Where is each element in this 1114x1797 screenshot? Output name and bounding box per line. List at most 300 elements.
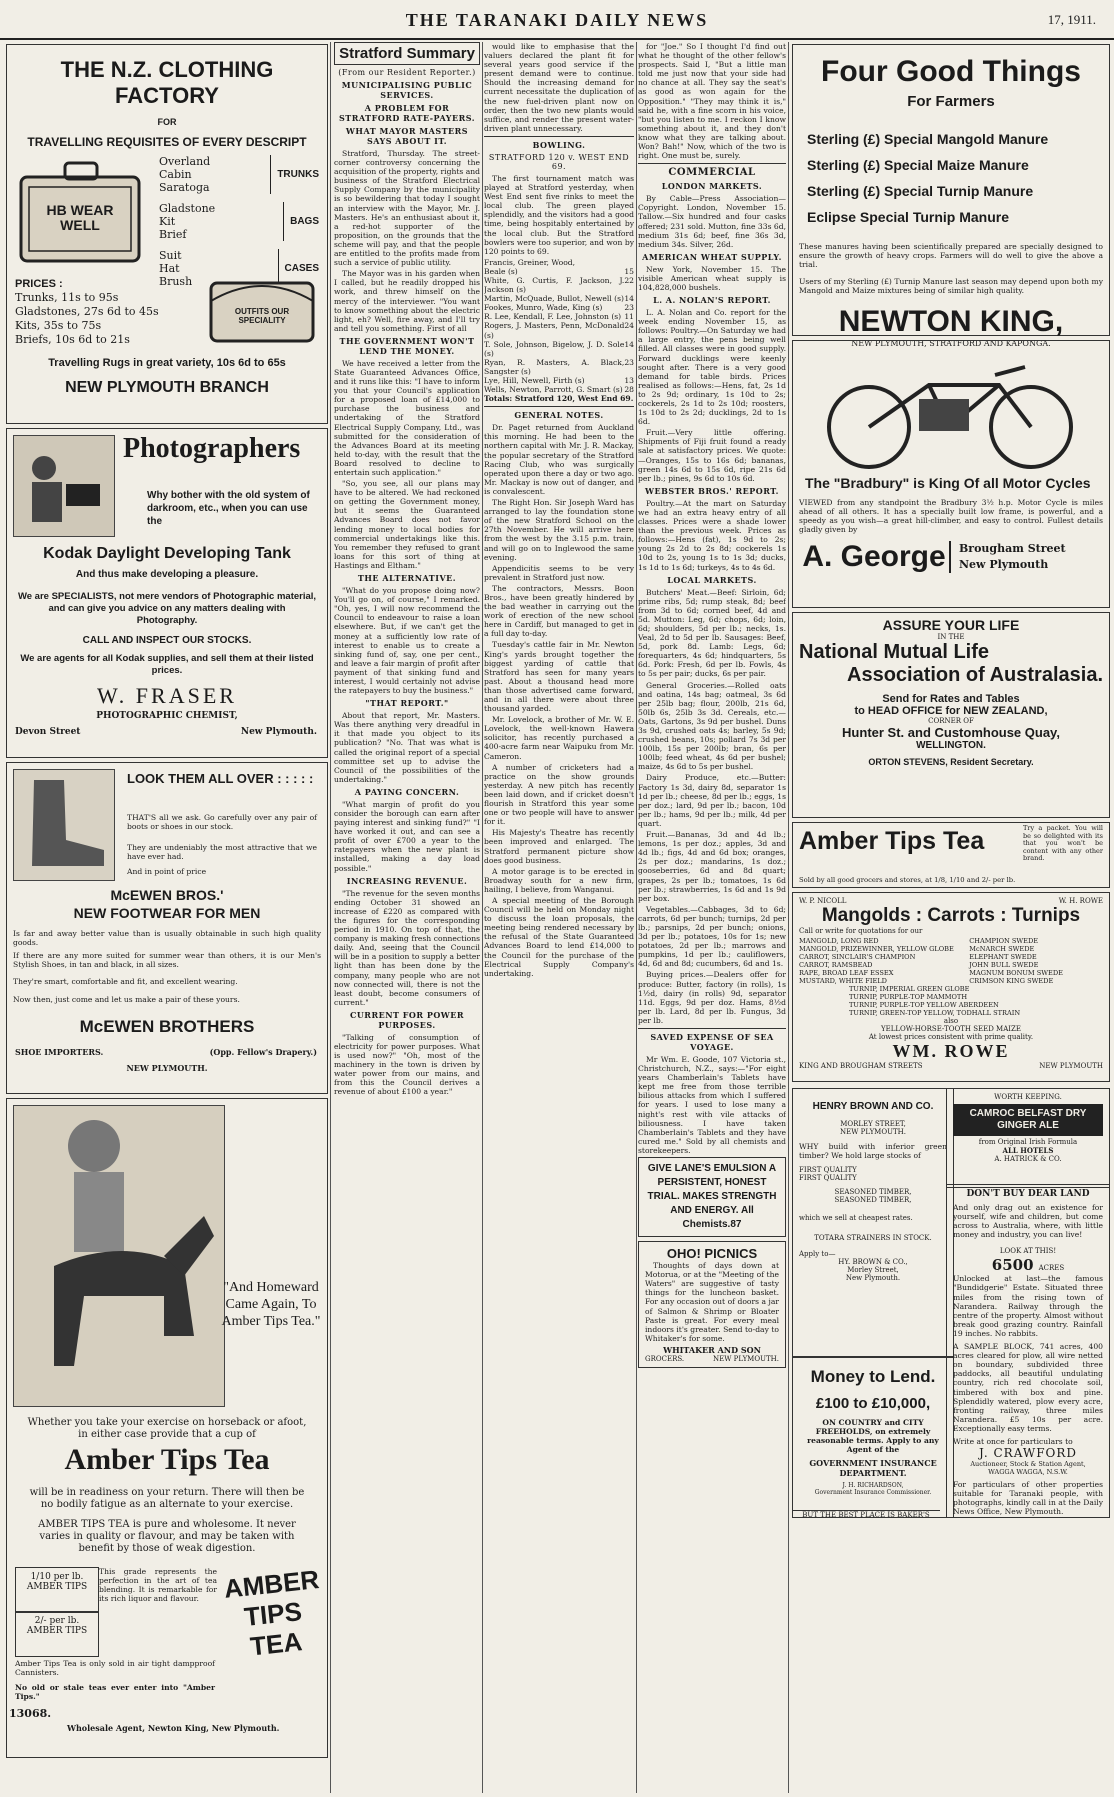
score-row	[484, 358, 634, 376]
seed-item: TURNIP, IMPERIAL GREEN GLOBE	[849, 985, 970, 993]
sample-block: A SAMPLE BLOCK, 741 acres, 400 acres cleared for plow, all wire netted on boundary, subdivided three paddocks, all beautiful undulating country, rich red chocolate soil, timbered with box and pine. Splendidly watered, plow every acre, fronting railway, three miles Narandera. £5 10s per acre. Exceptionally easy terms.	[953, 1342, 1103, 1433]
mcewen-para-1: Is far and away better value than is usually obtainable in such high quality goods.	[13, 929, 321, 948]
article-paragraph: We have received a letter from the State Guaranteed Advances Office, and it runs like this: "I have to inform you that your Council's application for a proposed loan of £14,000 to purchase the business and undertaking of the Stratford Electrical Supply Company, Ltd., was submitted for the consideration of the Advances Board at its meeting held to-day, with the result that the Board resolved to decline to entertain such application."	[334, 358, 480, 477]
wm-rowe-name: WM. ROWE	[892, 1041, 1010, 1061]
seed-item: MAGNUM BONUM SWEDE	[969, 969, 1063, 977]
newspaper-title: THE TARANAKI DAILY NEWS	[405, 10, 709, 30]
bowling-heading: BOWLING.	[532, 139, 586, 150]
headline-mayor: WHAT MAYOR MASTERS SAYS ABOUT IT.	[345, 126, 469, 146]
score-row	[484, 267, 634, 276]
article-paragraph: L. A. Nolan and Co. report for the week ending November 15, as follows: Poultry.—On Saturday we had a large entry, the pens being well filled. All classes were in good supply. Forward ducklings were keenly sought after. There is a very good demand for table birds. Prices realised as follows:—Hens, fat, 2s 1d to 2s 9d; ordinary, 1s 10d to 2s; cockerels, 2s 1d to 2s 10d; roosters, 1s 10d to 2s 2d; ducklings, 2d to 1s 6d.	[638, 308, 786, 427]
rowe-corner: KING AND BROUGHAM STREETS	[799, 1062, 923, 1070]
george-town: New Plymouth	[959, 558, 1049, 572]
apply-street: Morley Street,	[847, 1266, 899, 1275]
nml-secretary: ORTON STEVENS, Resident Secretary.	[868, 757, 1034, 767]
acres-line	[953, 1255, 1103, 1274]
score-row	[484, 385, 634, 394]
divider	[484, 136, 634, 137]
article-paragraph: Mr. Lovelock, a brother of Mr. W. E. Lovelock, the well-known Hawera solicitor, has recently purchased a 400-acre farm near Waipuku from Mr. Cameron.	[484, 715, 634, 761]
horse-rider-icon	[14, 1106, 224, 1406]
article-paragraph: The Right Hon. Sir Joseph Ward has arranged to lay the foundation stone of the new Stratford School on the 27th November. He will arrive here from the west by the 3.15 p.m. train, and will go on to Inglewood the same evening.	[484, 498, 634, 562]
amber-body-2: AMBER TIPS TEA is pure and wholesome. It never varies in quality or flavour, and may be taken with benefit by those of weak digestion.	[38, 1519, 296, 1554]
subheading: INCREASING REVENUE.	[346, 875, 468, 886]
score-team: Lye, Hill, Newell, Firth (s)	[484, 376, 585, 385]
bowling-totals: Totals: Stratford 120, West End 69.	[484, 394, 634, 404]
manure-note-2: Users of my Sterling (£) Turnip Manure last season may depend upon both my Mangold and Maize mixtures being of similar high quality.	[799, 277, 1103, 296]
commissioner-name: J. H. RICHARDSON,	[842, 1482, 904, 1490]
manure-list	[799, 126, 1103, 230]
bradbury-body: VIEWED from any standpoint the Bradbury 3½ h.p. Motor Cycle is miles ahead of all others. It has a specially built low frame, is powerful, and a speedy as you wish—a great hill-climber, and easy to control. Fullest details gladly given by	[799, 498, 1103, 535]
estate-description: Unlocked at last—the famous "Bundidgerie" Estate. Situated three miles from the rising town of Narandera. Railway through the centre of the property. Almost without break good grazing country. Rainfall 19 inches. No rabbits.	[953, 1274, 1103, 1338]
trunk-item: Saratoga	[159, 181, 210, 194]
seed-item: RAPE, BROAD LEAF ESSEX	[799, 969, 894, 977]
score-row	[484, 276, 634, 294]
article-paragraph: His Majesty's Theatre has recently been improved and enlarged. The Stratford permanent picture show does good business.	[484, 828, 634, 865]
write-for-particulars: Write at once for particulars to	[953, 1436, 1073, 1446]
other-properties: For particulars of other properties suitable for Taranaki people, with photographs, kindly call in at the Daily News Office, New Plymouth.	[953, 1480, 1103, 1517]
manure-item: Eclipse Special Turnip Manure	[807, 209, 1010, 225]
score-team: Beale (s)	[484, 266, 518, 276]
money-title: Money to Lend.	[810, 1367, 936, 1386]
score-team: T. Sole, Johnson, Bigelow, J. D. Sole (s)	[484, 339, 625, 358]
call-or-write: Call or write for quotations for our	[799, 927, 923, 935]
score-value: 15	[624, 266, 634, 276]
nolan-heading: L. A. NOLAN'S REPORT.	[653, 295, 771, 306]
cheapest-rates: which we sell at cheapest rates.	[799, 1214, 913, 1223]
article-paragraph: for "Joe." So I thought I'd find out what he thought of the other fellow's prospects. Said I, "But a little man told me just now that your side had no chance at all. They say the seat's as good as won again for the Opposition." "They may think it is," said he, with a fine scorn in his voice, "but you listen to me. I reckon I know something about it, and they don't know what they are talking about. Won? Bah!" Now, which of the two is right. One must be, surely.	[638, 42, 786, 161]
crawford-name: J. CRAWFORD	[978, 1446, 1078, 1461]
amber-tips-title: Amber Tips Tea	[64, 1443, 270, 1476]
homeward-quote: "And Homeward Came Again, To Amber Tips Tea."	[221, 1280, 321, 1329]
head-office: to HEAD OFFICE for NEW ZEALAND,	[854, 705, 1048, 717]
article-paragraph: Dairy Produce, etc.—Butter: Factory 1s 3d, dairy 8d, separator 1s 1d per lb.; cheese, 8d per lb.; eggs, 1s per doz.; lard, 9d per lb.; bacon, 10d per lb.; hams, 9d per lb.; milk, 4d per quart.	[638, 773, 786, 828]
article-paragraph: "What do you propose doing now? You'll go on, of course," I remarked. "Oh, yes, I will now recommend the Council to endeavour to raise a loan elsewhere. But, if we can't get the money at a sufficiently low rate of interest to enable us to create a sinking fund of, say, one per cent., and leave a fair margin of profit after payment of that sinking fund and interest, I would certainly not advise the ratepayers to buy the business."	[334, 586, 480, 696]
manure-item: Sterling (£) Special Maize Manure	[807, 157, 1029, 173]
case-item: Brush	[159, 275, 193, 288]
article-paragraph: Fruit.—Bananas, 3d and 4d lb.; lemons, 1s per doz.; apples, 3d and 4d lb.; figs, 4d and 6d box; oranges, 2s per doz.; mandarins, 1s doz.; gooseberries, 6d and 8d quart; grapes, 2s per lb.; tomatoes, 1s 6d per lb.; strawberries, 1s 6d and 1s 9d per box.	[638, 830, 786, 903]
wholesale-agent: Wholesale Agent, Newton King, New Plymouth.	[67, 1723, 280, 1733]
mcewen-name: McEWEN BROS.'	[110, 887, 224, 903]
article-paragraph: Dr. Paget returned from Auckland this morning. He had been to the northern capital with Mr. J. R. Mackay, the popular secretary of the Stratford Racing Club, who was surgically operated upon there a day or two ago. Mr. Mackay is now out of danger, and is convalescent.	[484, 423, 634, 496]
seed-item: TURNIP, PURPLE-TOP YELLOW ABERDEEN	[849, 1001, 999, 1009]
score-value: 24	[624, 321, 634, 331]
brown-name: HENRY BROWN AND CO.	[812, 1101, 934, 1112]
prices-label: PRICES :	[15, 278, 63, 290]
wheat-heading: AMERICAN WHEAT SUPPLY.	[642, 251, 782, 262]
amber-tips-small-ad	[792, 822, 1110, 888]
brown-street: MORLEY STREET,	[840, 1120, 906, 1128]
bag-item: Brief	[159, 228, 187, 241]
rowe-footer	[799, 1062, 1103, 1070]
price-item: Briefs, 10s 6d to 21s	[15, 333, 130, 346]
mcewen-text-2: They are undeniably the most attractive that we have ever had.	[127, 843, 317, 862]
seed-lists	[799, 937, 1103, 985]
exercise-text: Whether you take your exercise on horseback or afoot, in either case provide that a cup of	[27, 1417, 307, 1440]
fraser-street: Devon Street	[15, 727, 81, 737]
kodak-tank-name: Kodak Daylight Developing Tank	[43, 545, 291, 562]
boot-icon	[14, 770, 114, 880]
camroc-formula: from Original Irish Formula	[978, 1138, 1078, 1146]
ad-for: FOR	[157, 117, 177, 127]
case-item: Hat	[159, 262, 180, 275]
rugs-line: Travelling Rugs in great variety, 10s 6d to 65s	[48, 357, 286, 369]
george-street: Brougham Street	[959, 542, 1066, 556]
mcewen-footwear-ad	[6, 762, 328, 1094]
seed-item: CARROT, SINCLAIR'S CHAMPION	[799, 953, 916, 961]
column-rule	[482, 42, 483, 1793]
george-block	[799, 540, 1103, 574]
motorcycle-illustration	[799, 345, 1103, 475]
seed-item: CRIMSON KING SWEDE	[969, 977, 1054, 985]
grocers-label: GROCERS.	[645, 1354, 685, 1363]
brown-body: WHY build with inferior green timber? We hold large stocks of	[799, 1142, 947, 1161]
money-to-lend-ad	[792, 1356, 954, 1518]
article-paragraph: A motor garage is to be erected in Broadway south for a new firm, hailing, I believe, from Wanganui.	[484, 866, 634, 894]
article-paragraph: New York, November 15. The visible American wheat supply is 104,828,000 bushels.	[638, 264, 786, 292]
fraser-photographers-ad	[6, 428, 328, 758]
divider	[638, 163, 786, 164]
scores-header: Francis, Greiner, Wood,	[484, 257, 576, 267]
price-box-1: 1/10 per lb. AMBER TIPS	[15, 1567, 99, 1613]
amber-body: will be in readiness on your return. There will then be no bodily fatigue as an alternate to your exercise.	[29, 1487, 305, 1510]
price-list	[15, 277, 159, 347]
nz-clothing-factory-ad	[6, 44, 328, 424]
fraser-town: New Plymouth.	[240, 727, 317, 737]
manure-note-1: These manures having been scientifically prepared are specially designed to ensure the growth of heavy crops. Farmers will do well to give the above a trial.	[799, 242, 1103, 270]
amber-tips-logo: AMBER TIPS TEA	[222, 1564, 321, 1662]
column-rule	[636, 42, 637, 1793]
send-rates: Send for Rates and Tables	[882, 693, 1020, 705]
quality-1: FIRST QUALITY	[799, 1166, 857, 1175]
rowe-seeds-ad	[792, 892, 1110, 1082]
dont-buy-body: And only drag out an existence for yourself, wife and children, but come across to Australia, where, with little money and industry, you can live!	[953, 1203, 1103, 1240]
newton-king-addr: NEW PLYMOUTH, STRATFORD AND KAPONGA.	[851, 339, 1051, 349]
score-value: 23	[624, 357, 634, 367]
article-paragraph: would like to emphasise that the valuers declared the plant fit for several years good service if the present demand were to continue. Should the increasing demand for current necessitate the duplication of the new fuel-driven plant now on order, then the two new plants would suffice, and render the present water-driven plant unnecessary.	[484, 42, 634, 133]
issue-date: 17, 1911.	[1047, 12, 1096, 27]
general-notes-heading: GENERAL NOTES.	[514, 410, 604, 421]
commissioner-role: Government Insurance Commissioner.	[814, 1489, 932, 1497]
score-team: Wells, Newton, Parrott, G. Smart (s)	[484, 385, 623, 395]
totara-strainers: TOTARA STRAINERS IN STOCK.	[814, 1234, 932, 1243]
score-value: 22	[624, 275, 634, 285]
article-paragraph: "What margin of profit do you consider the borough can earn after paying interest and sinking fund?" "I have worked it out, and can see a profit of over £700 a year to the ratepayers when the new plant is installed, making a day load possible."	[334, 799, 480, 873]
trunk-types	[159, 155, 319, 288]
kodak-tagline: And thus make developing a pleasure.	[75, 569, 259, 580]
score-team: Ryan, R. Masters, A. Black, Sangster (s)	[484, 357, 625, 376]
commercial-heading: COMMERCIAL	[668, 167, 756, 179]
picnics-text: Thoughts of days down at Motorua, or at the "Meeting of the Waters" are suggestive of tasty things for the luncheon basket. For any occasion out of doors a jar of Salmon & Shrimp or Bloater Paste is great. For every meal indoors it's greater. Send to-day to Whitaker's for some.	[645, 1261, 779, 1343]
column-stratford-summary	[334, 42, 480, 1793]
subheading: THE ALTERNATIVE.	[357, 573, 457, 584]
for-farmers: For Farmers	[907, 93, 995, 110]
mcewen-text-1: THAT'S all we ask. Go carefully over any pair of boots or shoes in our stock.	[127, 813, 317, 832]
price-item: Gladstones, 27s 6d to 45s	[15, 305, 159, 318]
score-row	[484, 340, 634, 358]
article-paragraph: "The revenue for the seven months ending October 31 showed an increase of £220 as compared with the figures for the corresponding period in 1910. On top of that, the company is making fresh connections daily. And, seeing that the Council will be in a position to supply a better light than has been done by the company, many people who are not now connected will, there is not the least doubt, become consumers of current."	[334, 888, 480, 1007]
amber-tips-title-small: Amber Tips Tea	[799, 827, 985, 855]
score-row	[484, 303, 634, 312]
nml-address: Hunter St. and Customhouse Quay,	[842, 725, 1060, 740]
camroc-agent: A. HATRICK & CO.	[994, 1155, 1062, 1163]
article-paragraph: General Groceries.—Rolled oats and oatina, 14s bag; oatmeal, 3s 6d per 25lb bag; flour, 200lb, 21s 6d, 50lb 6s, 25lb 3s 3d. Cereals, etc.—Oats, Gartons, 3s 9d per bushel. Duns 3s 9d, crushed oats 4s; barley, 5s 9d; crushed beans, 10s; pollard 7s 3d per 100lb, 15s per 200lb; bran, 6s per 100lb; feed wheat, 4s 6d per bushel; maize, 4s 6d to 5s per bushel.	[638, 680, 786, 772]
crawford-role: Auctioneer, Stock & Station Agent,	[970, 1460, 1086, 1469]
henry-brown-timber-ad	[792, 1088, 954, 1358]
headline-problem: A PROBLEM FOR STRATFORD RATE-PAYERS.	[338, 103, 476, 123]
ad-subtitle: TRAVELLING REQUISITES OF EVERY DESCRIPT	[27, 135, 307, 149]
dept-line-2: DEPARTMENT.	[839, 1468, 907, 1479]
local-markets-heading: LOCAL MARKETS.	[667, 574, 757, 585]
seed-item: TURNIP, GREEN-TOP YELLOW, TODHALL STRAIN	[849, 1009, 1021, 1017]
masthead	[0, 0, 1114, 40]
in-the: IN THE	[937, 633, 965, 641]
mcewen-para-2: If there are any more suited for summer wear than others, it is our Men's Stylish Shoes, in tan and black, in all sizes.	[13, 951, 321, 970]
article-paragraph: By Cable—Press Association—Copyright. London, November 15. Tallow.—Six hundred and four casks offered; 231 sold. Mutton, fine 33s 6d, medium 31s 6d; beef, fine 36s 3d, medium 34s. Silver, 26d.	[638, 194, 786, 249]
also-label: also	[943, 1017, 959, 1025]
camroc-ginger-ale-ad	[946, 1088, 1110, 1188]
article-paragraph: About that report, Mr. Masters. Was there anything very dreadful in it that made you object to its publication? "No. That was what is called the original report of a special committee set up to advise the Council of the possibilities of the undertaking."	[334, 711, 480, 784]
article-paragraph: "Talking of consumption of electricity for power purposes. What is used now?" "Oh, most of the machinery in the town is driven by water power from our mains, and from this the Council derives a revenue of about £100 a year."	[334, 1032, 480, 1097]
motorcycle-icon	[799, 345, 1099, 475]
mangolds-title: Mangolds : Carrots : Turnips	[821, 905, 1081, 926]
score-value: 14	[624, 339, 634, 349]
suitcase-label: HB WEAR WELL	[46, 202, 114, 233]
column-advertisements-right	[792, 42, 1110, 1793]
article-paragraph: Appendicitis seems to be very prevalent in Stratford just now.	[484, 563, 634, 582]
newton-king-name: NEWTON KING,	[838, 305, 1064, 339]
kodak-agents: We are agents for all Kodak supplies, and sell them at their listed prices.	[20, 653, 314, 676]
trunk-item: Cabin	[159, 168, 192, 181]
saved-expense-heading: SAVED EXPENSE OF SEA VOYAGE.	[650, 1032, 774, 1052]
seed-item: ELEPHANT SWEDE	[969, 953, 1037, 961]
score-value: 23	[624, 303, 634, 313]
bag-item: Gladstone	[159, 202, 216, 215]
lanes-emulsion-ad: GIVE LANE'S EMULSION A PERSISTENT, HONEST TRIAL. MAKES STRENGTH AND ENERGY. All Chemists.87	[638, 1157, 786, 1237]
score-value: 13	[624, 376, 634, 385]
lower-right-ads	[792, 1086, 1110, 1526]
article-paragraph: A special meeting of the Borough Council will be held on Monday night to discuss the loan proposals, the meeting being rendered necessary by the refusal of the State Guaranteed Advances Board to lend £14,000 to the Council for the purchase of the Electrical Supply Company's undertaking.	[484, 895, 634, 978]
apply-town: New Plymouth.	[845, 1274, 901, 1283]
column-advertisements-left	[6, 42, 328, 1793]
article-paragraph: The contractors, Messrs. Boon Bros., have been greatly hindered by the bad weather in carrying out the work of erection of the new school here in Cardiff, but managed to get in a full day to-day.	[484, 583, 634, 639]
whitaker-footer	[645, 1355, 779, 1363]
score-row	[484, 294, 634, 303]
boot-illustration	[13, 769, 115, 881]
subheading: A PAYING CONCERN.	[354, 786, 460, 797]
article-paragraph: "So, you see, all our plans may have to be altered. We had reckoned on getting the Government money, but it seems the Guaranteed Advances Board does not favor lending money to local bodies for commercial undertakings like this. You remember they refused to grant loans for this sort of thing at Hastings and Eltham."	[334, 479, 480, 570]
four-good-things-ad	[792, 44, 1110, 349]
rowe-town: NEW PLYMOUTH	[1039, 1062, 1103, 1070]
quality-2: FIRST QUALITY	[799, 1174, 857, 1183]
photographers-title: Photographers	[123, 433, 301, 464]
four-good-things-title: Four Good Things	[821, 55, 1081, 88]
seed-item: JOHN BULL SWEDE	[969, 961, 1039, 969]
score-team: R. Lee, Kendall, F. Lee, Johnston (s)	[484, 312, 622, 322]
money-range: £100 to £10,000,	[815, 1395, 931, 1412]
ad-title: THE N.Z. CLOTHING FACTORY	[60, 57, 274, 108]
fraser-name: W. FRASER	[97, 683, 237, 708]
crawford-town: WAGGA WAGGA, N.S.W.	[988, 1468, 1068, 1477]
mcewen-text-3: And in point of price	[127, 867, 207, 876]
acres-number: 6500	[991, 1256, 1034, 1275]
seed-item: MANGOLD, PRIZEWINNER, YELLOW GLOBE	[799, 945, 954, 953]
camroc-logo: CAMROC BELFAST DRY GINGER ALE	[953, 1104, 1103, 1136]
resident-reporter: (From our Resident Reporter.)	[338, 68, 476, 77]
bags-label: BAGS	[283, 202, 319, 241]
trunks-label: TRUNKS	[270, 155, 319, 194]
column-rule	[788, 42, 789, 1793]
article-paragraph: The Mayor was in his garden when I called, but he readily dropped his work, and threw himself on the mercy of the interviewer. "You want to know something about the electric light, eh? Well, fire away, and I'll try and tell you something. First of all	[334, 269, 480, 333]
dont-buy-title: DON'T BUY DEAR LAND	[966, 1189, 1090, 1199]
apply-label: Apply to—	[799, 1250, 836, 1259]
corner-of: CORNER OF	[928, 717, 974, 725]
divider	[484, 406, 634, 407]
seed-item: McNARCH SWEDE	[969, 945, 1035, 953]
george-address	[949, 541, 1066, 573]
article-paragraph: Tuesday's cattle fair in Mr. Newton King's yards brought together the biggest yarding of cattle that Stratford has seen for many years past. About a thousand head more than those advertised came forward, and in all there were about three thousand yarded.	[484, 640, 634, 714]
acres-label: ACRES	[1038, 1264, 1065, 1273]
nicoll-name: W. P. NICOLL	[799, 897, 847, 905]
article-paragraph: Mr Wm. E. Goode, 107 Victoria st., Christchurch, N.Z., says:—"For eight years Chamberlain's Tablets have kept me free from those terrible bilious attacks from which I suffered for years. I used to lose many a night's rest with vile attacks of biliousness. I have taken Chamberlain's Tablets and they have cured me." Sold by all chemists and storekeepers.	[638, 1055, 786, 1155]
article-paragraph: Fruit.—Very little offering. Shipments of Fiji fruit found a ready sale at satisfactory prices. We quote:—Oranges, 15s to 16s 6d; bananas, green 14s 6d to 15s 6d, ripe 21s 6d per lb.; pines, 9s 6d to 10s 6d.	[638, 428, 786, 483]
score-team: White, G. Curtis, F. Jackson, J. Jackson (s)	[484, 275, 625, 295]
score-row	[484, 312, 634, 321]
article-paragraph: The first tournament match was played at Stratford yesterday, when West End sent five rinks to meet the local club. The green played splendidly, and the visitors had a good time, being hospitably entertained by the local club. But the Stratford bowlers were too superior, and won by 120 points to 69.	[484, 173, 634, 256]
amber-try-packet: Try a packet. You will be so delighted with its that you won't be content with any other brand.	[1023, 824, 1103, 862]
ad-code: 13068.	[9, 1707, 52, 1720]
price-item: Kits, 35s to 75s	[15, 319, 102, 332]
score-value: 11	[624, 312, 634, 322]
photographer-illustration	[13, 435, 115, 537]
score-team: Martin, McQuade, Bullot, Newell (s)	[484, 294, 624, 304]
no-stale-note: No old or stale teas ever enter into "Amber Tips."	[15, 1683, 215, 1702]
photographers-blurb: Why bother with the old system of darkroom, etc., when you can use the	[147, 490, 310, 527]
bradbury-headline: The "Bradbury" is King Of all Motor Cycles	[805, 475, 1091, 491]
score-row	[484, 321, 634, 339]
headline-services: MUNICIPALISING PUBLIC SERVICES.	[341, 80, 473, 100]
call-inspect: CALL AND INSPECT OUR STOCKS.	[82, 635, 252, 646]
article-paragraph: Stratford, Thursday. The street-corner controversy concerning the acquisition of the property, rights and business of the Stratford Electrical Supply Company by the municipality is so bewildering that today I sought an interview with the Mayor, Mr. J. Masters. He's an enthusiast about it, a red-hot supporter of the proposition, on the grounds that the scheme will pay, and that the people are entitled to the profits made from such a service of public utility.	[334, 149, 480, 268]
subheading: THE GOVERNMENT WON'T LEND THE MONEY.	[339, 335, 475, 356]
divider	[638, 1028, 786, 1029]
article-paragraph: Vegetables.—Cabbages, 3d to 6d; carrots, 6d per bunch; turnips, 2d per lb.; parsnips, 2d per bunch; onions, 3d per lb.; potatoes, 10s for 1s; new potatoes, 2d per lb.; marrows and pumpkins, 1d per lb.; cauliflowers, 4d, 6d and 8d; cucumbers, 6d and 1s.	[638, 904, 786, 969]
assure-your-life: ASSURE YOUR LIFE	[882, 617, 1020, 633]
shoe-importers: SHOE IMPORTERS.	[15, 1047, 104, 1057]
seed-maize: YELLOW-HORSE-TOOTH SEED MAIZE	[880, 1025, 1022, 1033]
article-paragraph: Poultry.—At the mart on Saturday we had an extra heavy entry of all classes. Prices were a shade lower than the previous week. Prices as follows:—Hens (fat), 1s 9d to 2s; young 2s 2d to 2s 8d; cockerels 1s 10d to 2s, young 1s to 1s 3d; ducks, 1s 1d to 1s 6d; turkeys, 4s to 4s 6d.	[638, 498, 786, 572]
mcewen-town: NEW PLYMOUTH.	[126, 1063, 208, 1073]
seed-item: MANGOLD, LONG RED	[799, 937, 879, 945]
article-paragraph: Buying prices.—Dealers offer for produce: Butter, factory (in rolls), 1s 1½d, dairy (in rolls) 9d, separator 11d. Eggs, 9d per doz. Hams, 8½d per lb. Lard, 8d per lb. Fungus, 3d per lb.	[638, 970, 786, 1025]
rowe-name-small: W. H. ROWE	[1058, 897, 1103, 905]
score-value: 28	[624, 385, 634, 395]
bowling-subheading: STRATFORD 120 v. WEST END 69.	[488, 152, 630, 171]
bag-item: Kit	[159, 215, 176, 228]
george-name: A. George	[802, 540, 946, 574]
seasoned-2: SEASONED TIMBER,	[834, 1196, 912, 1205]
article-paragraph: A number of cricketers had a practice on the show grounds yesterday. A new pitch has recently been laid down, and if cricket doesn't flourish in Stratford this year some one or two people will have to answer for it.	[484, 762, 634, 827]
bakers-tagline: BUT THE BEST PLACE IS BAKER'S	[792, 1510, 940, 1519]
seed-item: MUSTARD, WHITE FIELD	[799, 977, 887, 985]
national-mutual-life-ad	[792, 612, 1110, 818]
column-rule	[330, 42, 331, 1793]
mcewen-para-4: Now then, just come and let us make a pair of these yours.	[13, 995, 240, 1004]
camera-icon	[14, 436, 114, 536]
mcewen-brothers: McEWEN BROTHERS	[79, 1017, 255, 1036]
branch-name: NEW PLYMOUTH BRANCH	[65, 379, 269, 396]
mcewen-footwear-line: NEW FOOTWEAR FOR MEN	[73, 905, 261, 921]
camroc-hotels: ALL HOTELS	[1002, 1146, 1054, 1155]
blend-note: This grade represents the perfection in the art of tea blending. It is remarkable for its rich liquor and flavour.	[99, 1567, 217, 1604]
seed-item: TURNIP, PURPLE-TOP MAMMOTH	[849, 993, 968, 1001]
specialist-text: We are SPECIALISTS, not mere vendors of Photographic material, and can give you advice on any matters dealing with Photography.	[17, 591, 317, 626]
manure-item: Sterling (£) Special Turnip Manure	[807, 183, 1034, 199]
price-box-2: 2/- per lb. AMBER TIPS	[15, 1611, 99, 1657]
lowest-prices: At lowest prices consistent with prime quality.	[868, 1033, 1034, 1041]
fraser-role: PHOTOGRAPHIC CHEMIST,	[96, 711, 238, 721]
picnics-ad	[638, 1241, 786, 1368]
manure-item: Sterling (£) Special Mangold Manure	[807, 131, 1049, 147]
dont-buy-dear-land-ad	[946, 1184, 1110, 1518]
subheading: "THAT REPORT."	[365, 698, 449, 709]
seed-item: CARROT, RAMSBEAD	[799, 961, 873, 969]
score-team: Fookes, Munro, Wade, King (s)	[484, 303, 603, 313]
rowe-header	[799, 897, 1103, 905]
webster-heading: WEBSTER BROS.' REPORT.	[645, 485, 779, 496]
london-markets-heading: LONDON MARKETS.	[661, 181, 763, 192]
dept-line-1: GOVERNMENT INSURANCE	[809, 1458, 937, 1469]
nml-name-2: Association of Australasia.	[847, 664, 1103, 686]
turnip-list	[799, 985, 1103, 1017]
score-team: Rogers, J. Masters, Penn, McDonald (s)	[484, 321, 625, 340]
worth-keeping: WORTH KEEPING.	[994, 1093, 1062, 1101]
cases-label: CASES	[278, 249, 319, 288]
cannister-note: Amber Tips Tea is only sold in air tight dampproof Cannisters.	[15, 1659, 215, 1678]
subheading: CURRENT FOR POWER PURPOSES.	[349, 1009, 465, 1030]
seasoned-1: SEASONED TIMBER,	[834, 1188, 912, 1197]
trunk-illustration	[207, 271, 317, 345]
bradbury-motorcycle-ad	[792, 340, 1110, 608]
article-paragraph: Butchers' Meat.—Beef: Sirloin, 6d; prime ribs, 5d; rump steak, 8d; beef from 3d to 6d; corned beef, 4d and 5d. Mutton: Leg, 6d; chops, 6d; loin, 6d; shoulders, 5d per lb.; necks, 1s. Veal, 2d to 5d per lb. Sausages: Beef, 5d, pork 8d. Lamb: Legs, 6d; forequarters, 4s 6d; hindquarters, 5s 6d. Pork: Fresh, 6d per lb. Fowls, 4s to 5s per pair; ducks, 6s per pair.	[638, 587, 786, 679]
mcewen-para-3: They're smart, comfortable and fit, and excellent wearing.	[13, 977, 238, 986]
whitaker-town: NEW PLYMOUTH.	[713, 1354, 779, 1363]
column-stratford-news	[484, 42, 634, 1793]
stratford-summary-heading: Stratford Summary	[334, 42, 480, 65]
horse-rider-illustration	[13, 1105, 225, 1407]
trunk-item: Overland	[159, 155, 211, 168]
scores-table	[484, 267, 634, 394]
seed-item: CHAMPION SWEDE	[969, 937, 1039, 945]
money-terms: ON COUNTRY and CITY FREEHOLDS, on extremely reasonable terms. Apply to any Agent of the	[807, 1418, 939, 1455]
brown-town: NEW PLYMOUTH.	[840, 1128, 906, 1136]
look-them-over: LOOK THEM ALL OVER : : : : :	[127, 771, 314, 786]
amber-sold-by: Sold by all good grocers and stores, at 1/8, 1/10 and 2/- per lb.	[799, 875, 1016, 884]
opp-drapery: (Opp. Fellow's Drapery.)	[209, 1047, 317, 1057]
column-commercial	[638, 42, 786, 1793]
score-value: 14	[624, 294, 634, 304]
trunk-label: OUTFITS OUR SPECIALITY	[234, 307, 290, 325]
nml-name-1: National Mutual Life	[799, 641, 989, 663]
case-item: Suit	[159, 249, 182, 262]
look-at-this: LOOK AT THIS!	[999, 1247, 1057, 1256]
suitcase-illustration	[15, 157, 147, 265]
apply-name: HY. BROWN & CO.,	[838, 1258, 908, 1267]
amber-tips-horseback-ad	[6, 1098, 328, 1758]
whitaker-name: WHITAKER AND SON	[663, 1344, 761, 1355]
score-row	[484, 376, 634, 385]
price-item: Trunks, 11s to 95s	[15, 291, 119, 304]
picnics-title: OHO! PICNICS	[666, 1246, 758, 1262]
